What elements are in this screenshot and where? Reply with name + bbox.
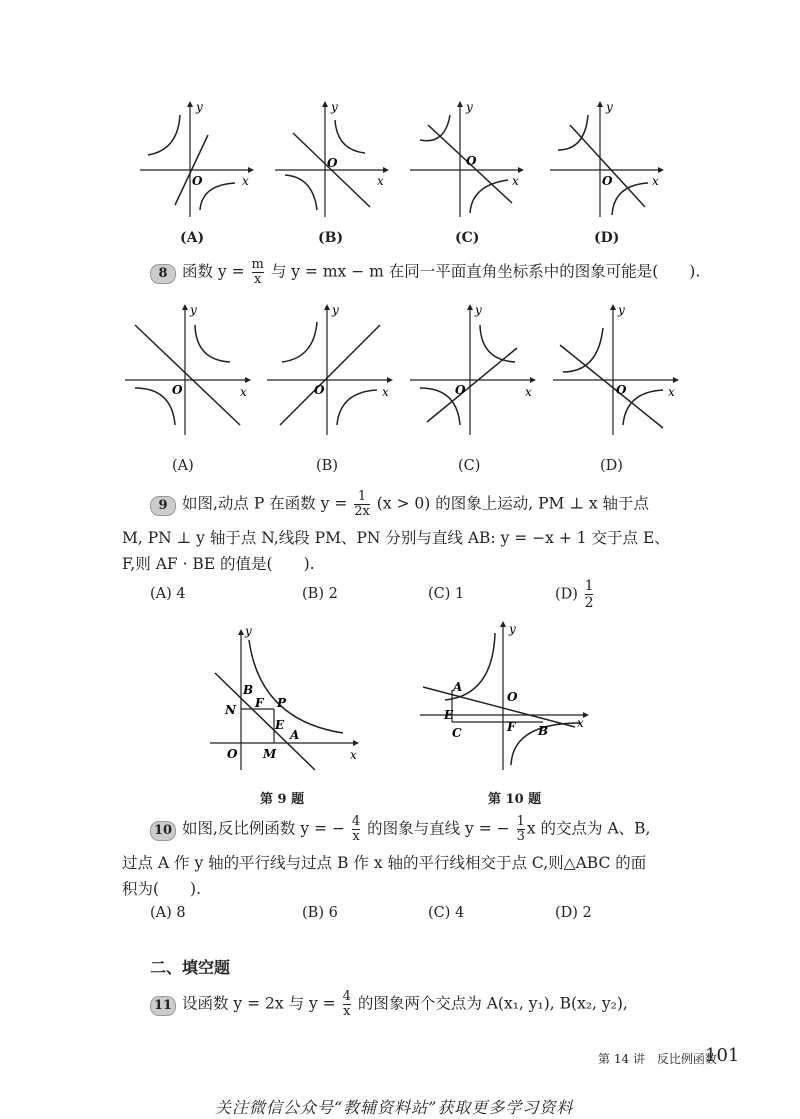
x-axis-label: x	[242, 174, 249, 188]
svg-text:y: y	[466, 100, 473, 114]
q11-number: 11	[150, 996, 176, 1016]
svg-text:x: x	[240, 385, 247, 399]
svg-text:O: O	[602, 174, 613, 188]
svg-text:x: x	[512, 174, 519, 188]
svg-text:y: y	[331, 100, 338, 114]
svg-text:O: O	[507, 690, 518, 704]
q10-stem-line1: 10 如图,反比例函数 y = − $\frac{4}{x}$ 的图象与直线 y = − $\frac{1}{3}$ x 的交点为 A、B,	[150, 815, 650, 844]
figure-9	[205, 625, 365, 775]
svg-text:A: A	[290, 728, 300, 742]
svg-text:F: F	[255, 696, 264, 710]
q8-label-a: (A)	[172, 458, 194, 474]
q9-number: 9	[150, 496, 176, 516]
svg-text:C: C	[452, 726, 462, 740]
q7-label-d: (D)	[594, 230, 620, 246]
figure-9-caption: 第 9 题	[260, 792, 305, 807]
svg-text:O: O	[327, 156, 338, 170]
svg-text:y: y	[245, 625, 252, 638]
section-title: 二、填空题	[150, 958, 231, 977]
q8-graph-a	[120, 300, 255, 440]
q10-option-d: (D) 2	[555, 905, 592, 921]
q7-label-c: (C)	[455, 230, 480, 246]
q7-graph-a	[130, 95, 260, 225]
footer-chapter: 第 14 讲 反比例函数	[598, 1052, 717, 1066]
q9-option-d: (D) $\frac{1}{2}$	[555, 578, 594, 611]
figure-10-caption: 第 10 题	[488, 792, 542, 807]
q9-option-c: (C) 1	[428, 586, 465, 602]
q8-label-c: (C)	[458, 458, 481, 474]
svg-text:x: x	[652, 174, 659, 188]
svg-text:x: x	[577, 716, 584, 730]
svg-text:O: O	[227, 747, 238, 761]
q9-fraction: $\frac{1}{2x}$	[354, 489, 370, 519]
svg-text:M: M	[263, 747, 277, 761]
svg-text:P: P	[277, 696, 287, 710]
q7-graph-b	[265, 95, 395, 225]
svg-text:O: O	[466, 154, 477, 168]
svg-text:x: x	[668, 385, 675, 399]
svg-text:x: x	[377, 174, 384, 188]
svg-text:B: B	[243, 683, 254, 697]
page-number: 101	[705, 1045, 740, 1066]
q10-stem-line2: 过点 A 作 y 轴的平行线与过点 B 作 x 轴的平行线相交于点 C,则△ABC 的面	[122, 854, 647, 872]
q9-stem-line1: 9 如图,动点 P 在函数 y = $\frac{1}{2x}$ (x > 0) 的图象上运动, PM ⊥ x 轴于点	[150, 490, 649, 519]
q9-option-a: (A) 4	[150, 586, 186, 602]
q7-graph-d	[540, 95, 670, 225]
q10-number: 10	[150, 821, 176, 841]
svg-text:A: A	[453, 680, 463, 694]
q8-stem: 8 函数 y = $\frac{m}{x}$ 与 y = mx − m 在同一平面直角坐标系中的图象可能是( ).	[150, 258, 700, 287]
svg-text:O: O	[455, 383, 466, 397]
q8-graph-d	[548, 300, 683, 440]
svg-text:O: O	[616, 383, 627, 397]
q8-number: 8	[150, 264, 176, 284]
q7-label-b: (B)	[318, 230, 344, 246]
q9-option-b: (B) 2	[302, 586, 338, 602]
q8-graph-b	[262, 300, 397, 440]
q10-option-c: (C) 4	[428, 905, 465, 921]
svg-text:O: O	[314, 383, 325, 397]
q8-label-d: (D)	[600, 458, 623, 474]
svg-text:N: N	[225, 703, 236, 717]
svg-text:y: y	[332, 303, 339, 317]
svg-text:O: O	[172, 383, 183, 397]
figure-10	[415, 615, 595, 775]
q11-stem: 11 设函数 y = 2x 与 y = $\frac{4}{x}$ 的图象两个交点为 A(x₁, y₁), B(x₂, y₂),	[150, 990, 628, 1019]
svg-text:F: F	[507, 720, 516, 734]
q8-label-b: (B)	[316, 458, 338, 474]
svg-text:E: E	[275, 718, 285, 732]
svg-text:y: y	[475, 303, 482, 317]
q8-graph-c	[405, 300, 540, 440]
svg-text:E: E	[444, 708, 454, 722]
q10-option-a: (A) 8	[150, 905, 186, 921]
origin-label: O	[192, 174, 203, 188]
svg-text:x: x	[382, 385, 389, 399]
svg-text:B: B	[538, 724, 549, 738]
svg-text:y: y	[190, 303, 197, 317]
svg-text:x: x	[350, 748, 357, 762]
q10-stem-line3: 积为( ).	[122, 880, 202, 898]
svg-text:x: x	[525, 385, 532, 399]
svg-text:y: y	[618, 303, 625, 317]
y-axis-label: y	[196, 100, 203, 114]
svg-text:y: y	[606, 100, 613, 114]
q9-stem-line2: M, PN ⊥ y 轴于点 N,线段 PM、PN 分别与直线 AB: y = −x + 1 交于点 E、	[122, 529, 670, 547]
svg-text:y: y	[509, 622, 516, 636]
q10-option-b: (B) 6	[302, 905, 338, 921]
q7-label-a: (A)	[180, 230, 205, 246]
q9-stem-line3: F,则 AF · BE 的值是( ).	[122, 555, 315, 573]
q8-fraction: $\frac{m}{x}$	[251, 257, 264, 287]
watermark: 关注微信公众号“教辅资料站”获取更多学习资料	[215, 1098, 574, 1117]
q7-graph-c	[400, 95, 530, 225]
